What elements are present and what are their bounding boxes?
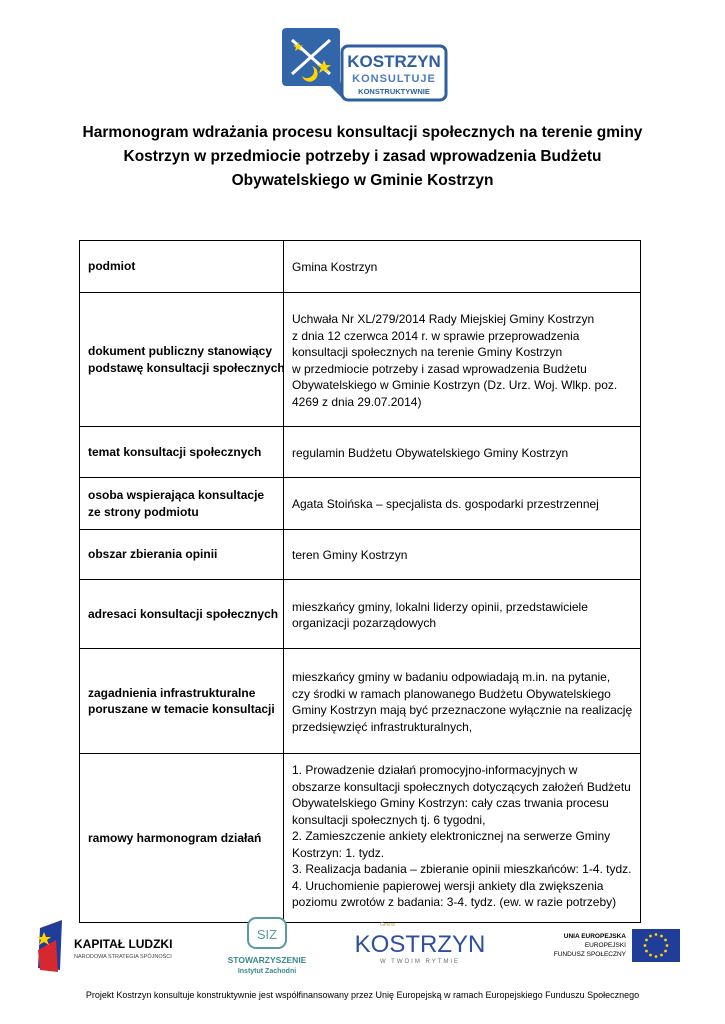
value-line: poziomu zwrotów z badania: 3-4. tydz. (ew. w razie potrzeby): [292, 895, 617, 909]
svg-text:KOSTRZYN: KOSTRZYN: [347, 52, 441, 71]
value-line: konsultacji społecznych na terenie Gminy Kostrzyn: [292, 345, 563, 359]
value-line: mieszkańcy gminy, lokalni liderzy opinii, przedstawiciele: [292, 599, 588, 614]
eu-star: [644, 944, 647, 947]
kostrzyn-city-logo: [355, 922, 486, 965]
row-label: [80, 241, 284, 293]
table-row: [80, 530, 641, 580]
value-line: Agata Stoińska – specjalista ds. gospodarki przestrzennej: [292, 497, 599, 512]
row-value: [284, 293, 641, 427]
eu-star: [664, 950, 667, 953]
row-label: [80, 580, 284, 649]
svg-text:W TWOIM RYTMIE: W TWOIM RYTMIE: [379, 959, 461, 965]
kostrzyn-konsultuje-logo: [280, 26, 450, 104]
svg-text:KONSULTUJE: KONSULTUJE: [352, 73, 436, 85]
row-value: [284, 478, 641, 530]
eu-star: [649, 935, 652, 938]
label-line: obszar zbierania opinii: [88, 547, 218, 562]
row-label: [80, 649, 284, 754]
title-line: Harmonogram wdrażania procesu konsultacji społecznych na terenie gminy: [82, 124, 643, 141]
value-line: 4. Uruchomienie papierowej wersji ankiety dla zwiększenia: [292, 878, 604, 893]
eu-star: [666, 944, 669, 947]
row-value: [284, 754, 641, 923]
value-line: przedsięwzięć infrastrukturalnych,: [292, 719, 473, 734]
table-row: [80, 241, 641, 293]
label-line: adresaci konsultacji społecznych: [88, 606, 279, 621]
row-label: [80, 530, 284, 580]
value-line: 1. Prowadzenie działań promocyjno-informacyjnych w: [292, 763, 578, 777]
siz-logo: [228, 918, 307, 975]
funding-footnote: Projekt Kostrzyn konsultuje konstruktywnie jest współfinansowany przez Unię Europejską w ramach Europejskiego Funduszu Społecznego: [85, 990, 640, 1000]
eu-star: [649, 954, 652, 957]
value-line: regulamin Budżetu Obywatelskiego Gminy Kostrzyn: [292, 445, 569, 460]
svg-text:KONSTRUKTYWNIE: KONSTRUKTYWNIE: [358, 87, 430, 96]
svg-text:Gmina: Gmina: [380, 922, 395, 928]
label-line: podmiot: [88, 259, 136, 274]
label-line: osoba wspierająca konsultacje: [88, 488, 265, 502]
value-line: teren Gminy Kostrzyn: [292, 548, 408, 563]
label-line: podstawę konsultacji społecznych: [88, 360, 285, 375]
row-label: [80, 478, 284, 530]
svg-text:FUNDUSZ SPOŁECZNY: FUNDUSZ SPOŁECZNY: [553, 951, 626, 958]
label-line: ramowy harmonogram działań: [88, 830, 262, 845]
value-line: Uchwała Nr XL/279/2014 Rady Miejskiej Gminy Kostrzyn: [292, 312, 595, 326]
value-line: z dnia 12 czerwca 2014 r. w sprawie przeprowadzenia: [292, 328, 580, 343]
row-value: [284, 649, 641, 754]
label-line: poruszane w temacie konsultacji: [88, 702, 275, 716]
table-row: [80, 427, 641, 478]
row-label: [80, 754, 284, 923]
value-line: 2. Zamieszczenie ankiety elektronicznej na serwerze Gminy: [292, 829, 611, 843]
table-row: [80, 293, 641, 427]
row-value: [284, 427, 641, 478]
kapital-ludzki-sub: NARODOWA STRATEGIA SPÓJNOŚCI: [74, 954, 172, 960]
svg-text:EUROPEJSKI: EUROPEJSKI: [584, 942, 626, 949]
eu-star: [660, 954, 663, 957]
kapital-ludzki-logo: [37, 920, 172, 972]
row-value: [284, 530, 641, 580]
footer-logos: [0, 910, 725, 985]
value-line: Obywatelskiego w Gminie Kostrzyn (Dz. Urz. Woj. Wlkp. poz.: [292, 378, 618, 392]
value-line: Gmina Kostrzyn: [292, 260, 378, 275]
value-line: obszarze konsultacji społecznych dotyczących założeń Budżetu: [292, 779, 631, 794]
value-line: 4269 z dnia 29.07.2014): [292, 394, 422, 409]
table-row: [80, 754, 641, 923]
eu-logo: [554, 929, 680, 962]
schedule-table: [79, 240, 641, 923]
value-line: w przedmiocie potrzeby i zasad wprowadzenia Budżetu: [292, 361, 587, 376]
label-line: temat konsultacji społecznych: [88, 444, 262, 459]
row-value: [284, 580, 641, 649]
eu-star: [655, 933, 658, 936]
svg-text:SIZ: SIZ: [256, 927, 278, 942]
label-line: ze strony podmiotu: [88, 504, 199, 519]
value-line: Gminy Kostrzyn mają być przeznaczone wyłącznie na realizację: [292, 703, 633, 717]
value-line: organizacji pozarządowych: [292, 616, 437, 630]
svg-text:Instytut Zachodni: Instytut Zachodni: [237, 968, 297, 975]
svg-text:UNIA EUROPEJSKA: UNIA EUROPEJSKA: [563, 933, 626, 940]
row-value: [284, 241, 641, 293]
eu-star: [645, 950, 648, 953]
table-row: [80, 478, 641, 530]
title-line: Obywatelskiego w Gminie Kostrzyn: [231, 172, 494, 189]
document-title: [60, 121, 665, 193]
value-line: konsultacji społecznych tj. 6 tygodni,: [292, 812, 486, 827]
table-row: [80, 649, 641, 754]
row-label: [80, 293, 284, 427]
value-line: mieszkańcy gminy w badaniu odpowiadają m.in. na pytanie,: [292, 670, 611, 684]
value-line: Obywatelskiego Gminy Kostrzyn: cały czas trwania procesu: [292, 796, 609, 810]
table-row: [80, 580, 641, 649]
eu-star: [645, 939, 648, 942]
value-line: czy środki w ramach planowanego Budżetu Obywatelskiego: [292, 686, 611, 701]
svg-text:KOSTRZYN: KOSTRZYN: [354, 931, 486, 958]
title-line: Kostrzyn w przedmiocie potrzeby i zasad wprowadzenia Budżetu: [123, 148, 602, 165]
label-line: zagadnienia infrastrukturalne: [88, 685, 256, 700]
eu-star: [660, 935, 663, 938]
value-line: 3. Realizacja badania – zbieranie opinii mieszkańców: 1-4. tydz.: [292, 862, 632, 876]
row-label: [80, 427, 284, 478]
kapital-ludzki-name: KAPITAŁ LUDZKI: [74, 937, 173, 951]
label-line: dokument publiczny stanowiący: [88, 344, 273, 358]
eu-star: [655, 955, 658, 958]
eu-star: [664, 939, 667, 942]
svg-text:STOWARZYSZENIE: STOWARZYSZENIE: [227, 955, 307, 965]
value-line: Kostrzyn: 1. tydz.: [292, 845, 385, 860]
